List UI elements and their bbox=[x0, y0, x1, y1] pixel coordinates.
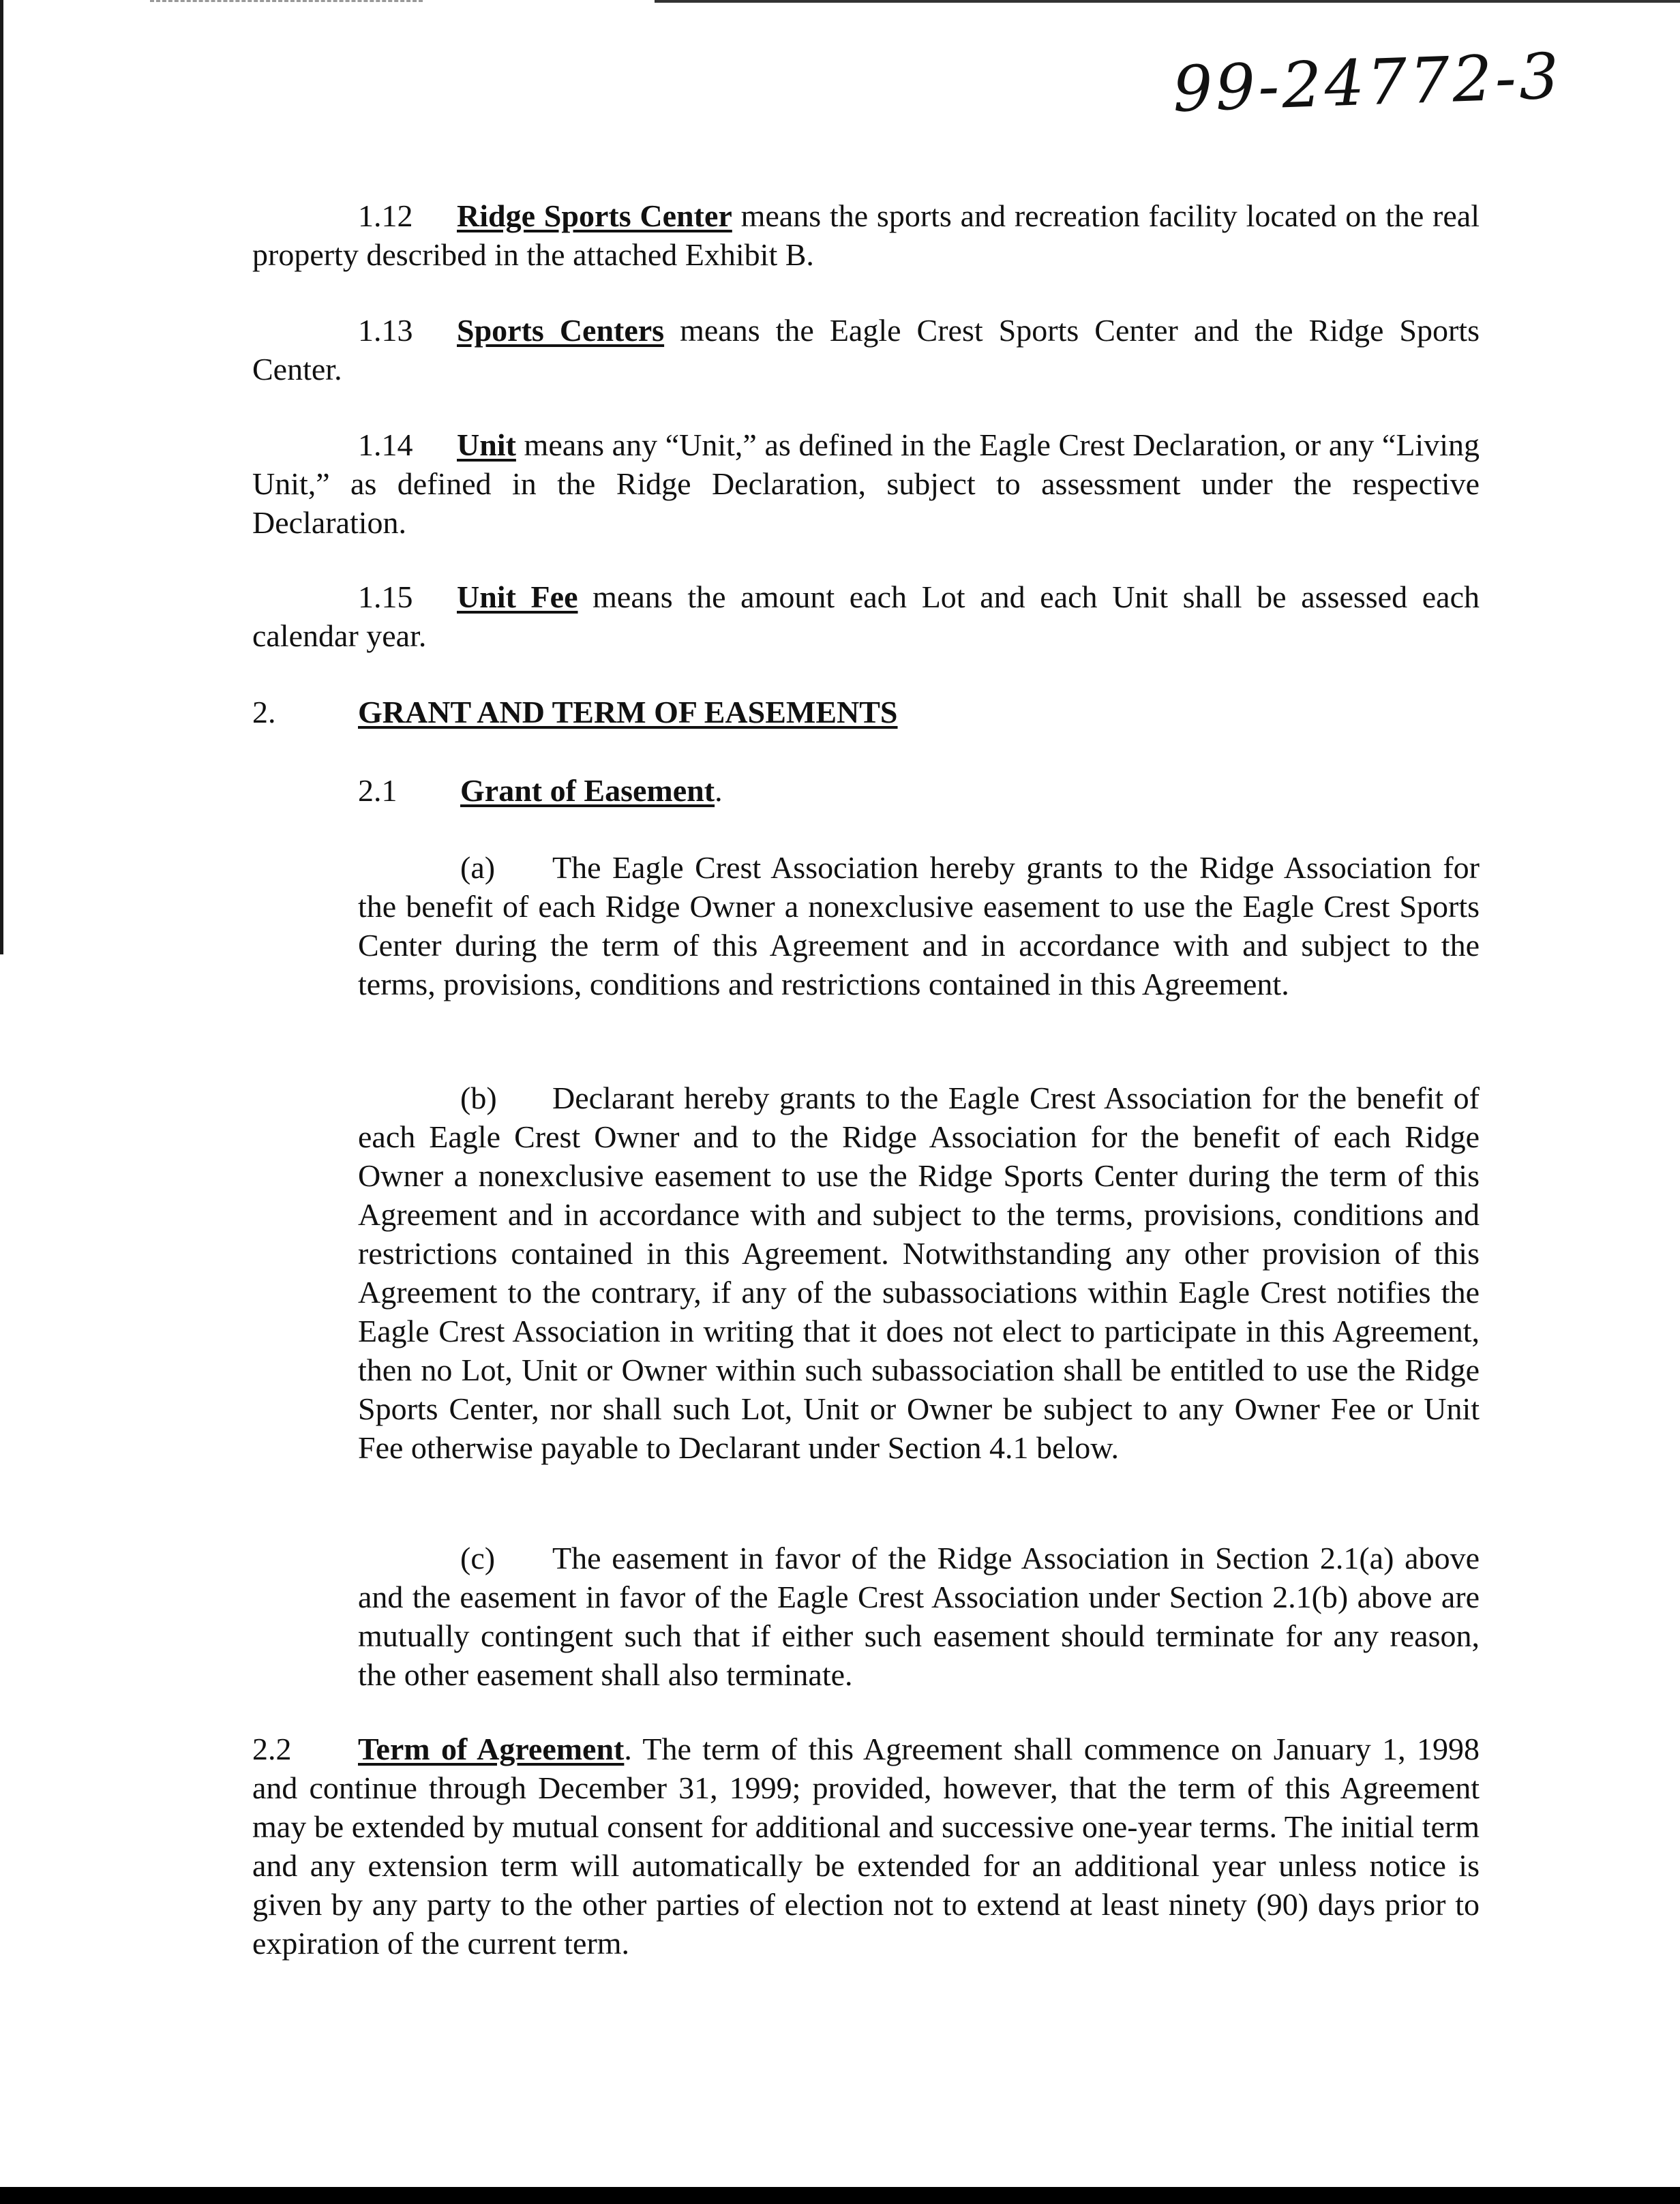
section-title: Grant of Easement bbox=[460, 773, 715, 808]
section-number: 1.12 bbox=[358, 198, 413, 233]
section-2-1-heading bbox=[358, 771, 723, 810]
section-number: 1.14 bbox=[358, 427, 413, 462]
section-1-12 bbox=[252, 196, 1480, 274]
clause-letter: (a) bbox=[460, 850, 496, 885]
section-number: 2. bbox=[252, 695, 276, 729]
handwritten-document-number: 99-24772-3 bbox=[1171, 40, 1563, 126]
section-number: 2.2 bbox=[252, 1732, 292, 1766]
defined-term: Sports Centers bbox=[457, 313, 665, 348]
section-2-2 bbox=[252, 1730, 1480, 1963]
scan-edge-top bbox=[655, 0, 1680, 3]
section-number: 1.15 bbox=[358, 579, 413, 614]
clause-2-1-c bbox=[358, 1539, 1480, 1694]
section-2-heading bbox=[252, 693, 898, 731]
clause-2-1-b bbox=[358, 1078, 1480, 1467]
section-number: 1.13 bbox=[358, 313, 413, 348]
defined-term: Ridge Sports Center bbox=[457, 198, 732, 233]
section-1-13 bbox=[252, 311, 1480, 389]
section-number: 2.1 bbox=[358, 773, 397, 808]
clause-text: The easement in favor of the Ridge Association in Section 2.1(a) above and the easement in favor of the Eagle Crest Association under Section 2.1(b) above are mutually contingent such that if either such easement should terminate for any reason, the other easement shall also terminate. bbox=[358, 1541, 1480, 1692]
section-title: GRANT AND TERM OF EASEMENTS bbox=[358, 695, 898, 729]
section-1-15 bbox=[252, 577, 1480, 655]
title-period: . bbox=[624, 1732, 632, 1766]
title-period: . bbox=[715, 773, 723, 808]
scan-edge-left bbox=[0, 0, 3, 954]
section-text: means any “Unit,” as defined in the Eagle Crest Declaration, or any “Living Unit,” as defined in the Ridge Declaration, subject to assessment under the respective Declaration. bbox=[252, 427, 1480, 540]
section-text: means the sports and recreation facility located on the real property described in the attached Exhibit B. bbox=[252, 198, 1480, 272]
clause-text: Declarant hereby grants to the Eagle Crest Association for the benefit of each Eagle Crest Owner and to the Ridge Association for the benefit of each Ridge Owner a nonexclusive easement to use the Ridge Sports Center during the term of this Agreement and in accordance with and subject to the terms, provisions, conditions and restrictions contained in this Agreement. Notwithstanding any other provision of this Agreement to the contrary, if any of the subassociations within Eagle Crest notifies the Eagle Crest Association in writing that it does not elect to participate in this Agreement, then no Lot, Unit or Owner within such subassociation shall be entitled to use the Ridge Sports Center, nor shall such Lot, Unit or Owner be subject to any Owner Fee or Unit Fee otherwise payable to Declarant under Section 4.1 below. bbox=[358, 1081, 1480, 1465]
clause-letter: (b) bbox=[460, 1081, 497, 1115]
section-text: means the Eagle Crest Sports Center and the Ridge Sports Center. bbox=[252, 313, 1480, 387]
scan-edge-top-dashed bbox=[150, 0, 423, 2]
defined-term: Unit bbox=[457, 427, 516, 462]
section-text: means the amount each Lot and each Unit shall be assessed each calendar year. bbox=[252, 579, 1480, 653]
section-1-14 bbox=[252, 425, 1480, 542]
defined-term: Unit Fee bbox=[457, 579, 578, 614]
section-text: The term of this Agreement shall commence on January 1, 1998 and continue through December 31, 1999; provided, however, that the term of this Agreement may be extended by mutual consent for additional and successive one-year terms. The initial term and any extension term will automatically be extended for an additional year unless notice is given by any party to the other parties of election not to extend at least ninety (90) days prior to expiration of the current term. bbox=[252, 1732, 1480, 1961]
clause-2-1-a bbox=[358, 848, 1480, 1003]
scan-edge-bottom bbox=[0, 2187, 1680, 2204]
section-title: Term of Agreement bbox=[358, 1732, 625, 1766]
clause-letter: (c) bbox=[460, 1541, 496, 1575]
clause-text: The Eagle Crest Association hereby grants to the Ridge Association for the benefit of each Ridge Owner a nonexclusive easement to use the Eagle Crest Sports Center during the term of this Agreement and in accordance with and subject to the terms, provisions, conditions and restrictions contained in this Agreement. bbox=[358, 850, 1480, 1001]
